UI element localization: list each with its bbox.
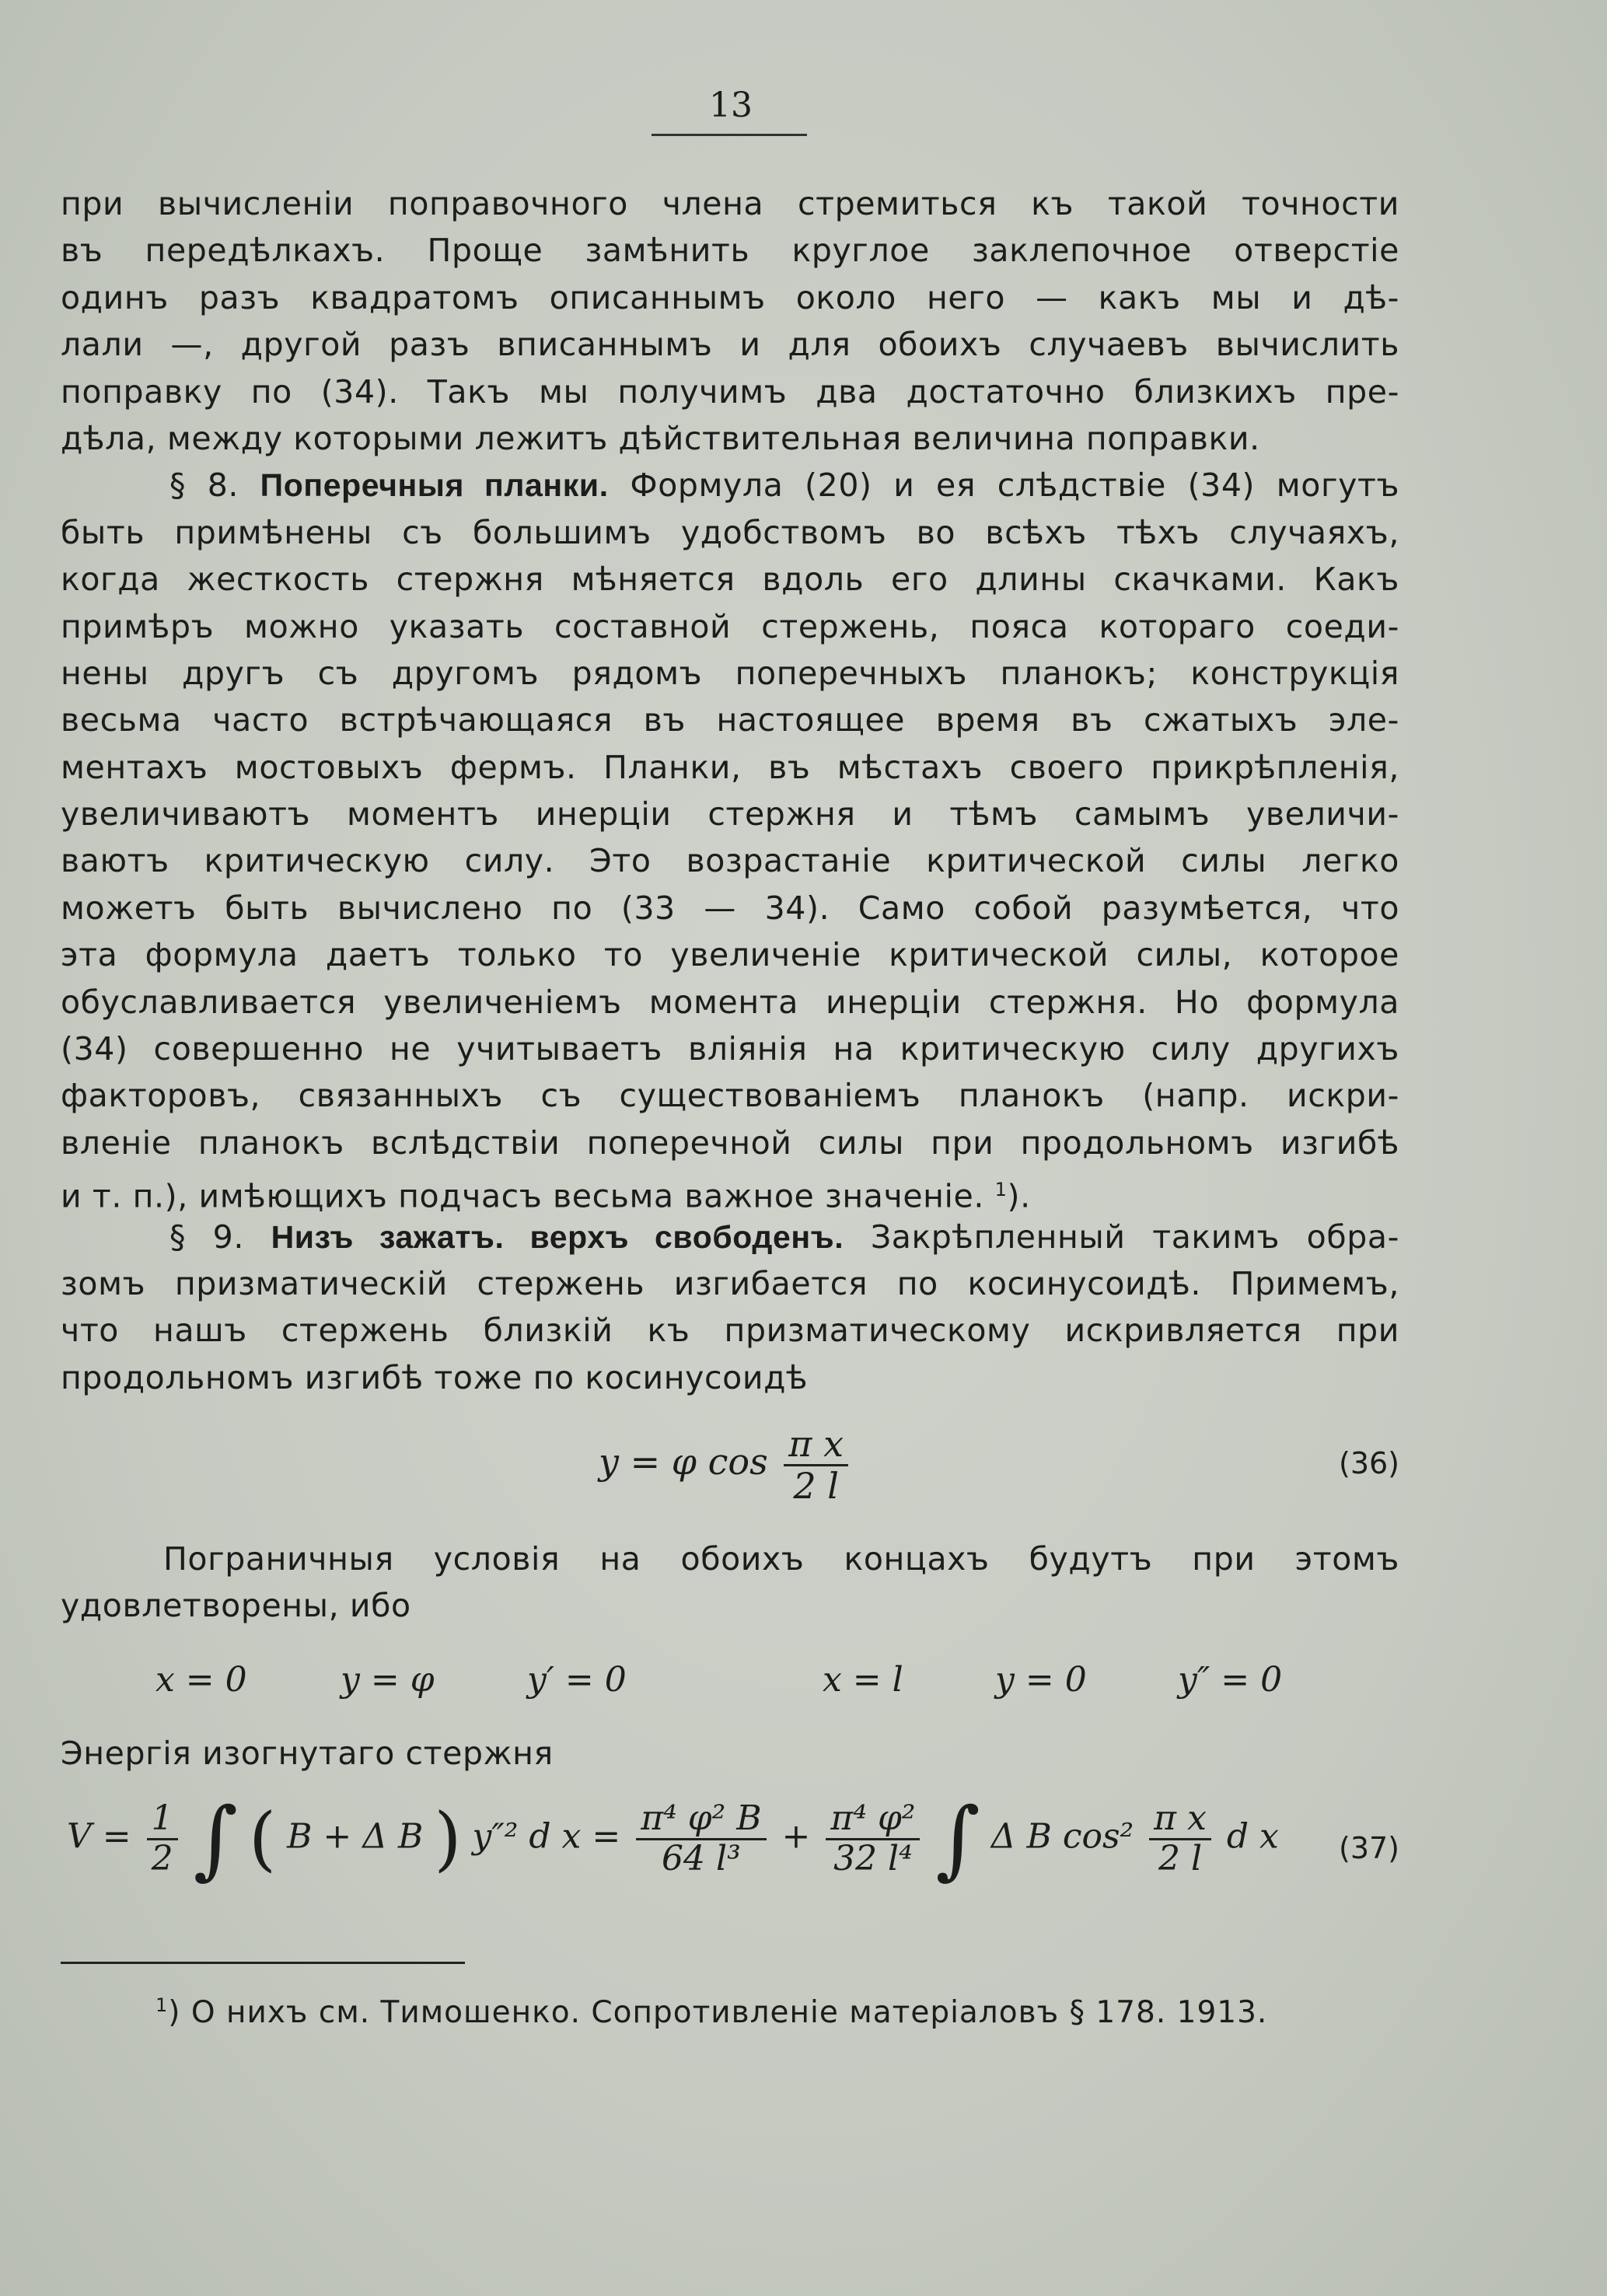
fraction-denominator: 32 l⁴ — [833, 1838, 913, 1878]
text-line: продольномъ изгибѣ тоже по косинусоидѣ — [61, 1358, 809, 1396]
text-span: Закрѣпленный такимъ обра- — [870, 1218, 1399, 1256]
text-line: факторовъ, связанныхъ съ существованіемъ планокъ (напр. искри- — [61, 1077, 1399, 1115]
text-line: нены другъ съ другомъ рядомъ поперечныхъ планокъ; конструкція — [61, 654, 1399, 692]
equation-number: (36) — [1339, 1446, 1400, 1480]
text-line: поправку по (34). Такъ мы получимъ два достаточно близкихъ пре- — [61, 372, 1399, 411]
text-line: ментахъ мостовыхъ фермъ. Планки, въ мѣстахъ своего прикрѣпленія, — [61, 748, 1399, 786]
fraction-denominator: 64 l³ — [662, 1838, 741, 1878]
integral-sign: ∫ — [935, 1789, 980, 1889]
equation-lhs: y = φ cos — [599, 1441, 768, 1483]
text-line: (34) совершенно не учитываетъ вліянія на критическую силу другихъ — [61, 1030, 1399, 1068]
equation-term: B + Δ B — [287, 1816, 424, 1857]
text-line: весьма часто встрѣчающаяся въ настоящее время въ сжатыхъ эле- — [61, 701, 1399, 739]
text-span: ). — [1007, 1177, 1031, 1214]
fraction-numerator: π x — [784, 1424, 848, 1466]
text-line: при вычисленіи поправочного члена стремиться къ такой точности — [61, 185, 1399, 222]
equation-term: y″² d x = — [472, 1816, 621, 1857]
text-line: ваютъ критическую силу. Это возрастаніе критической силы легко — [61, 842, 1399, 880]
text-line: дѣла, между которыми лежитъ дѣйствительная величина поправки. — [61, 419, 1260, 457]
text-line: примѣръ можно указать составной стержень, пояса котораго соеди- — [61, 607, 1399, 645]
footnote — [155, 1994, 1267, 2030]
section-8-heading-line — [61, 462, 1399, 508]
text-line: удовлетворены, ибо — [61, 1587, 411, 1625]
plus-sign: + — [781, 1816, 811, 1857]
condition: y = φ — [341, 1660, 435, 1700]
text-line: Пограничныя условія на обоихъ концахъ будутъ при этомъ — [163, 1540, 1399, 1578]
text-line: зомъ призматическій стержень изгибается по косинусоидѣ. Примемъ, — [61, 1264, 1399, 1302]
paren-open: ( — [248, 1798, 277, 1880]
equation-number: (37) — [1339, 1831, 1400, 1865]
text-line: лали —, другой разъ вписаннымъ и для обоихъ случаевъ вычислить — [61, 326, 1399, 364]
fraction-numerator: 1 — [147, 1800, 178, 1840]
text-line: обуславливается увеличеніемъ момента инерціи стержня. Но формула — [61, 983, 1399, 1021]
page-number-rule — [652, 134, 807, 136]
text-line: Энергія изогнутаго стержня — [61, 1735, 554, 1772]
fraction-denominator: 2 — [151, 1838, 173, 1878]
section-number: § 9. — [169, 1218, 244, 1256]
text-span: Формула (20) и ея слѣдствіе (34) могутъ — [630, 467, 1399, 505]
text-line: одинъ разъ квадратомъ описаннымъ около него — какъ мы и дѣ- — [61, 278, 1399, 316]
equation-lhs: V = — [67, 1816, 131, 1857]
footnote-mark-paren: ) — [168, 1995, 181, 2030]
footnote-ref: 1 — [994, 1179, 1008, 1201]
condition: y″ = 0 — [1178, 1660, 1283, 1700]
boundary-text — [61, 1536, 1399, 1630]
fraction-numerator: π x — [1149, 1800, 1211, 1840]
body-text — [61, 180, 1399, 1401]
fraction-numerator: π⁴ φ² — [826, 1800, 920, 1840]
page-number: 13 — [709, 86, 753, 125]
fraction — [784, 1424, 848, 1505]
text-line: когда жесткость стержня мѣняется вдоль его длины скачками. Какъ — [61, 561, 1399, 599]
section-title: Низъ зажатъ. верхъ свободенъ. — [271, 1218, 844, 1255]
fraction-numerator: π⁴ φ² B — [636, 1800, 766, 1840]
section-number: § 8. — [169, 467, 239, 505]
condition: y′ = 0 — [527, 1660, 627, 1700]
equation-37 — [67, 1789, 1279, 1889]
footnote-rule — [61, 1962, 465, 1964]
equation-term: d x — [1226, 1816, 1279, 1857]
section-9-heading-line — [61, 1214, 1399, 1260]
text-line: увеличиваютъ моментъ инерціи стержня и тѣмъ самымъ увеличи- — [61, 795, 1399, 833]
equation-term: Δ B cos² — [990, 1816, 1134, 1857]
condition: x = 0 — [155, 1660, 247, 1700]
text-line: эта формула даетъ только то увеличеніе критической силы, которое — [61, 936, 1399, 974]
section-title: Поперечныя планки. — [260, 467, 609, 504]
text-line: въ передѣлкахъ. Проще замѣнить круглое заклепочное отверстіе — [61, 232, 1399, 270]
text-line: быть примѣнены съ большимъ удобствомъ во всѣхъ тѣхъ случаяхъ, — [61, 513, 1399, 551]
energy-text — [61, 1730, 1399, 1777]
integral-sign: ∫ — [193, 1789, 238, 1889]
fraction — [826, 1800, 920, 1878]
fraction-denominator: 2 l — [793, 1464, 839, 1507]
text-line: что нашъ стержень близкій къ призматическому искривляется при — [61, 1312, 1399, 1350]
equation-36 — [599, 1424, 853, 1505]
fraction — [636, 1800, 766, 1878]
condition: x = l — [823, 1660, 903, 1700]
fraction-denominator: 2 l — [1158, 1838, 1203, 1878]
condition: y = 0 — [995, 1660, 1087, 1700]
footnote-text: О нихъ см. Тимошенко. Сопротивленіе матеріаловъ § 178. 1913. — [190, 1995, 1268, 2030]
text-line: можетъ быть вычислено по (33 — 34). Само собой разумѣется, что — [61, 889, 1399, 927]
text-line — [61, 1166, 1399, 1213]
text-span: и т. п.), имѣющихъ подчасъ весьма важное значеніе. — [61, 1177, 985, 1214]
footnote-mark: 1 — [155, 1994, 169, 2016]
fraction — [147, 1800, 178, 1878]
text-line: вленіе планокъ вслѣдствіи поперечной силы при продольномъ изгибѣ — [61, 1124, 1399, 1162]
fraction — [1149, 1800, 1211, 1878]
paren-close: ) — [434, 1798, 462, 1880]
